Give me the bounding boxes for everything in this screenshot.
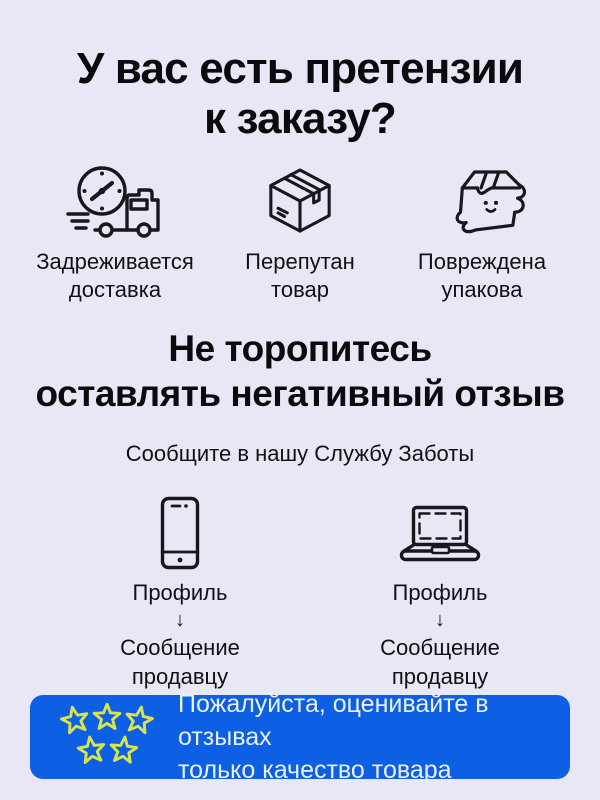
issues-row xyxy=(0,158,600,308)
banner-text-line-1: Пожалуйста, оценивайте в отзывах xyxy=(178,689,489,751)
issue-caption-line-1: Повреждена xyxy=(417,249,547,274)
title-line-1: У вас есть претензии xyxy=(76,44,524,93)
channel-step-2 xyxy=(120,634,240,691)
down-arrow-icon: ↓ xyxy=(435,609,445,631)
advice-section xyxy=(0,326,600,467)
channel-step-2 xyxy=(380,634,500,691)
advice-heading xyxy=(0,326,600,416)
parcel-box-icon xyxy=(259,158,341,244)
issue-caption-line-2: доставка xyxy=(68,277,162,303)
banner-text xyxy=(178,688,570,787)
issue-caption-line-1: Задреживается xyxy=(36,249,194,274)
channel-step-1: Профиль xyxy=(392,580,488,605)
channel-step-2-line-1: Сообщение xyxy=(120,635,240,660)
issue-delayed-delivery xyxy=(10,158,220,304)
smartphone-icon xyxy=(160,490,200,570)
rating-reminder-banner xyxy=(30,689,570,784)
issue-caption-line-2: упакова xyxy=(441,277,523,303)
title-line-2: к заказу? xyxy=(204,94,396,144)
banner-text-line-2: только качество товара xyxy=(178,755,452,784)
laptop-icon xyxy=(397,490,483,570)
issue-wrong-item xyxy=(215,158,385,304)
issue-caption-line-1: Перепутан xyxy=(245,249,355,274)
page-title xyxy=(0,44,600,144)
advice-heading-line-1: Не торопитесь xyxy=(168,328,432,369)
advice-heading-line-2: оставлять негативный отзыв xyxy=(35,373,565,415)
down-arrow-icon: ↓ xyxy=(175,609,185,631)
issue-damaged-package xyxy=(388,158,576,304)
issue-caption xyxy=(36,248,194,304)
damaged-package-icon xyxy=(437,158,527,244)
issue-caption-line-2: товар xyxy=(271,277,329,303)
channel-step-2-line-2: продавцу xyxy=(391,663,489,689)
delayed-delivery-truck-clock-icon xyxy=(65,158,165,244)
channel-mobile xyxy=(80,490,280,691)
channel-step-1: Профиль xyxy=(132,580,228,605)
five-outline-stars-icon xyxy=(58,703,158,772)
channel-step-2-line-1: Сообщение xyxy=(380,635,500,660)
channel-desktop xyxy=(340,490,540,691)
issue-caption xyxy=(418,248,546,304)
issue-caption xyxy=(245,248,355,304)
advice-subtext: Сообщите в нашу Службу Заботы xyxy=(125,441,475,467)
channel-step-2-line-2: продавцу xyxy=(131,663,229,689)
